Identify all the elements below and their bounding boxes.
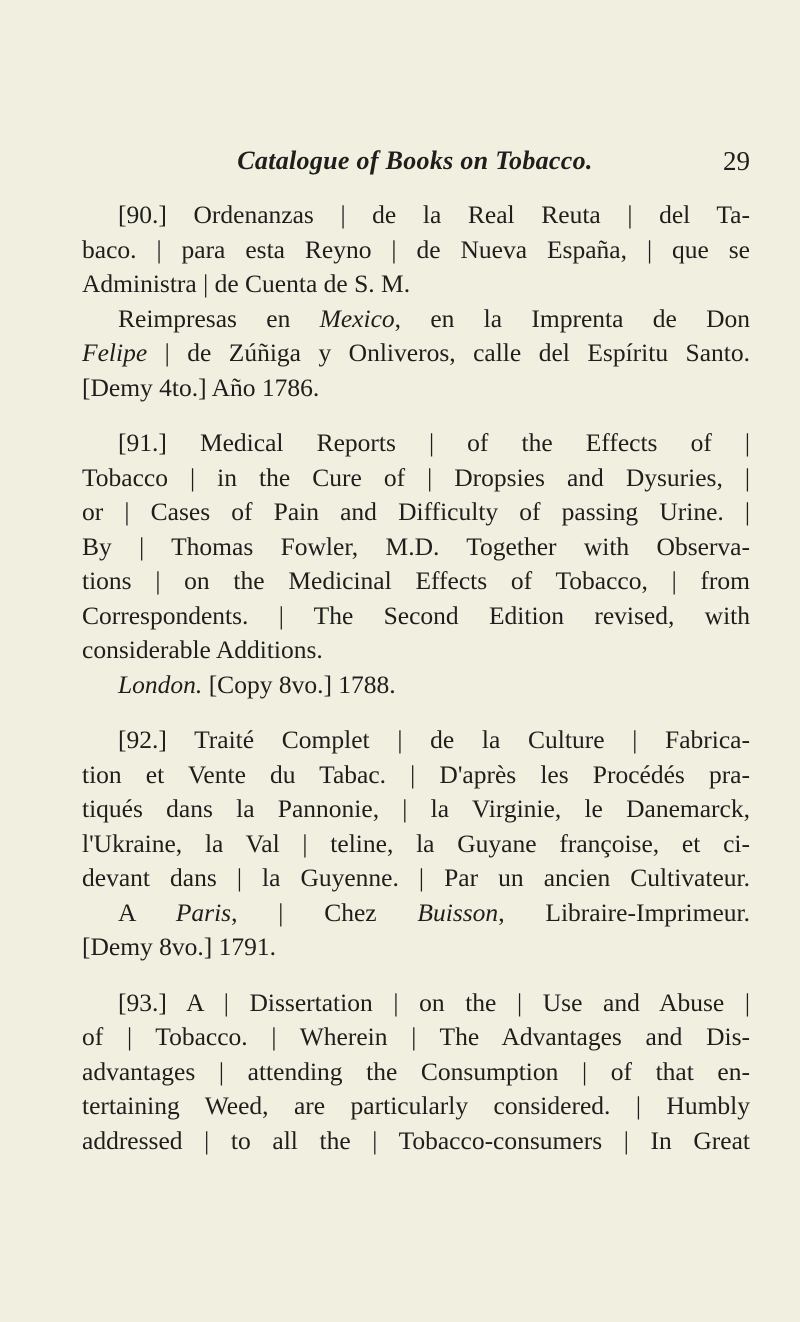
entry-line: or | Cases of Pain and Difficulty of passing Urine. | bbox=[82, 497, 750, 526]
entry-line: Reimpresas en Mexico, en la Imprenta de Don bbox=[118, 303, 750, 333]
entry-line: [91.] Medical Reports | of the Effects of | bbox=[118, 428, 750, 457]
entry-line: tion et Vente du Tabac. | D'après les Procédés pra- bbox=[82, 759, 750, 789]
entry-line: [Demy 8vo.] 1791. bbox=[82, 932, 277, 961]
entry-line: of | Tobacco. | Wherein | The Advantages and Dis- bbox=[82, 1022, 750, 1051]
entry-line: advantages | attending the Consumption | of that en- bbox=[82, 1056, 750, 1086]
entry-line: [Demy 4to.] Año 1786. bbox=[82, 372, 320, 402]
entry-line: tions | on the Medicinal Effects of Tobacco, | from bbox=[82, 566, 750, 595]
catalogue-entry-91 bbox=[82, 426, 750, 702]
entry-line: addressed | to all the | Tobacco-consumers | In Great bbox=[82, 1125, 750, 1155]
entry-line: tiqués dans la Pannonie, | la Virginie, le Danemarck, bbox=[82, 794, 750, 823]
catalogue-entry-92 bbox=[82, 723, 750, 965]
entry-line: [93.] A | Dissertation | on the | Use and Abuse | bbox=[118, 987, 750, 1017]
page-number: 29 bbox=[723, 146, 750, 176]
entry-line: baco. | para esta Reyno | de Nueva España, | que se bbox=[82, 234, 750, 264]
entry-line: By | Thomas Fowler, M.D. Together with Observa- bbox=[82, 531, 750, 561]
entry-line: A Paris, | Chez Buisson, Libraire-Imprimeur. bbox=[118, 897, 751, 927]
catalogue-entry-90 bbox=[82, 198, 750, 405]
entry-line: considerable Additions. bbox=[82, 635, 323, 664]
entry-line: l'Ukraine, la Val | teline, la Guyane françoise, et ci- bbox=[82, 828, 750, 858]
entry-line: [92.] Traité Complet | de la Culture | Fabrica- bbox=[118, 725, 750, 754]
entry-line: Correspondents. | The Second Edition revised, with bbox=[82, 600, 750, 630]
entry-line: Administra | de Cuenta de S. M. bbox=[82, 269, 411, 298]
entry-line: devant dans | la Guyenne. | Par un ancien Cultivateur. bbox=[82, 863, 750, 892]
catalogue-entry-93 bbox=[82, 986, 750, 1159]
entry-line: tertaining Weed, are particularly considered. | Humbly bbox=[82, 1091, 750, 1120]
entry-line: [90.] Ordenanzas | de la Real Reuta | del Ta- bbox=[118, 200, 750, 229]
entry-line: Tobacco | in the Cure of | Dropsies and Dysuries, | bbox=[82, 462, 750, 492]
catalogue-body bbox=[82, 198, 750, 1179]
entry-line: London. [Copy 8vo.] 1788. bbox=[118, 669, 396, 699]
entry-line: Felipe | de Zúñiga y Onliveros, calle del Espíritu Santo. bbox=[82, 338, 750, 367]
running-title: Catalogue of Books on Tobacco. bbox=[237, 146, 593, 175]
